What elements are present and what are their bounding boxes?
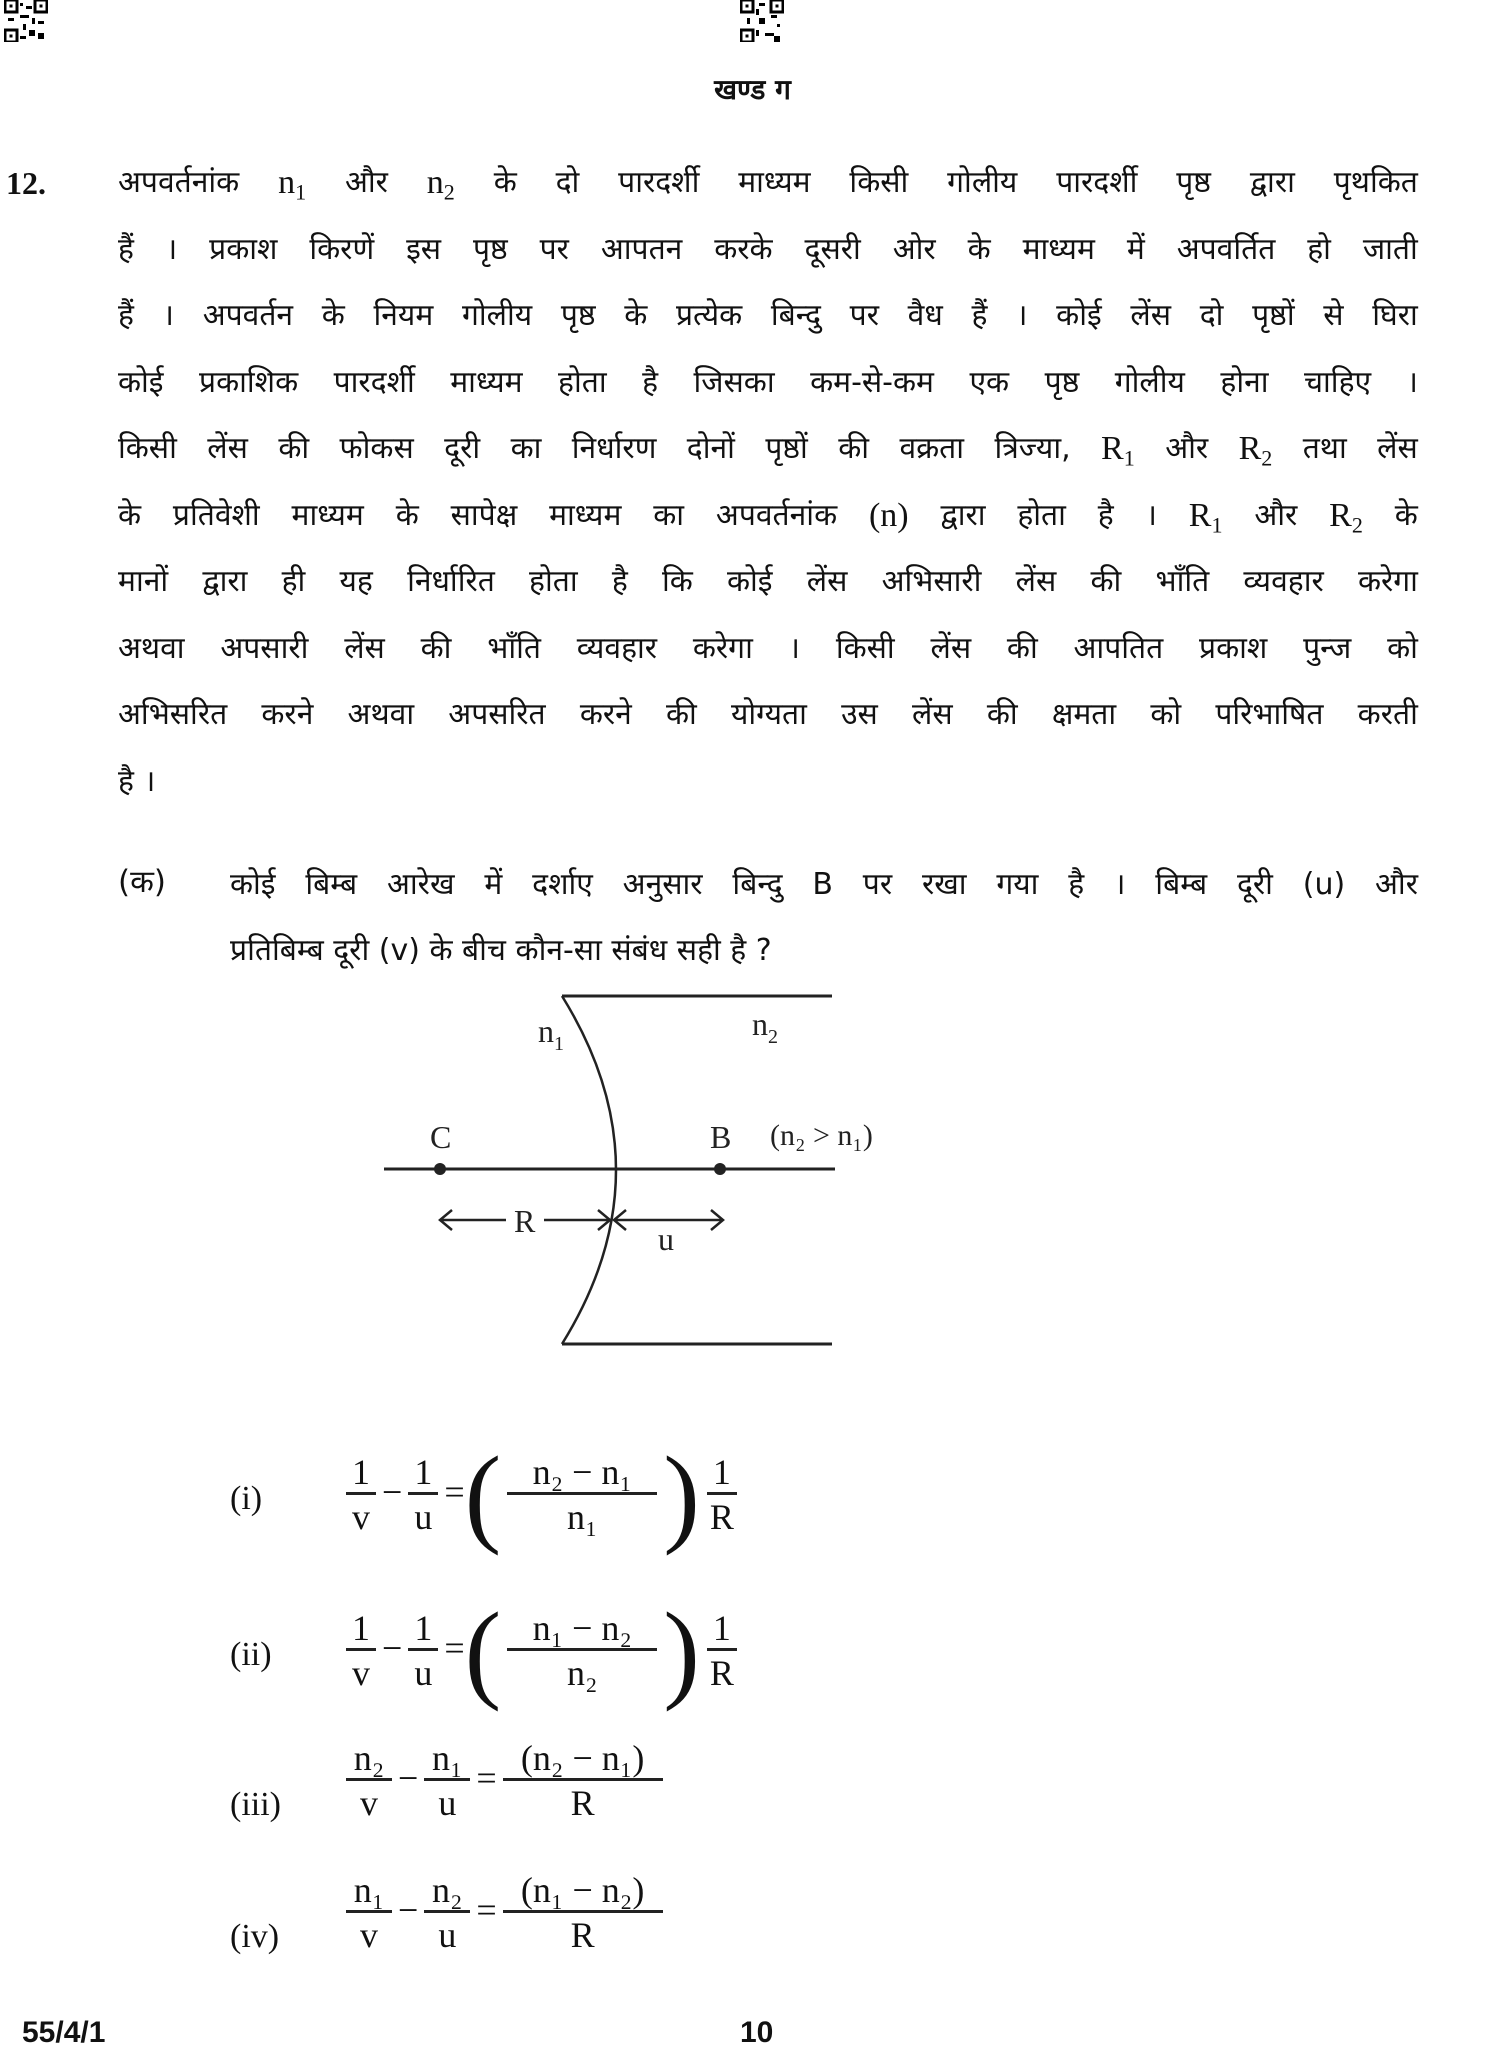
word: अपवर्तनांक (715, 497, 838, 533)
option-label: (iii) (230, 1786, 281, 1823)
word: कि (661, 564, 693, 599)
word: । (1016, 298, 1028, 333)
point-b-dot (714, 1163, 726, 1175)
word: लेंस (912, 697, 953, 732)
label-r: R (514, 1203, 536, 1239)
word: के (493, 165, 517, 200)
word: द्वारा (940, 497, 986, 533)
word: $n_1$ (278, 164, 307, 205)
word: पृष्ठों (765, 431, 808, 466)
word: की (986, 697, 1018, 732)
word: ही (281, 564, 306, 599)
word: निर्धारित (407, 564, 495, 599)
option-label: (ii) (230, 1636, 272, 1673)
word: तथा (1302, 431, 1347, 466)
word: पृष्ठ (560, 298, 596, 333)
word: हैं (118, 231, 134, 267)
word: अभिसरित (118, 697, 228, 732)
word: । (143, 763, 156, 799)
refraction-diagram (370, 980, 1150, 1360)
word: माध्यम (1022, 231, 1095, 267)
word: इस (406, 231, 442, 267)
paragraph-line (118, 757, 1418, 824)
word: के (1394, 497, 1418, 533)
word: पर (539, 231, 569, 267)
word: प्रकाशिक (199, 364, 299, 400)
word: निर्धारण (571, 431, 657, 466)
word: लेंस (1130, 298, 1172, 333)
word: के (395, 497, 419, 533)
part-label: (क) (118, 864, 166, 900)
word: दूसरी (804, 231, 861, 267)
word: द्वारा (1249, 165, 1295, 200)
word: यह (339, 564, 373, 599)
word: माध्यम (291, 497, 364, 533)
word: लेंस (930, 630, 972, 666)
word: । (162, 298, 174, 333)
word: $R_1$ (1101, 430, 1135, 471)
word: गोलीय (947, 165, 1018, 200)
word: $R_2$ (1329, 496, 1363, 538)
word: जिसका (693, 364, 775, 400)
word: किसी (849, 165, 909, 200)
word: व्यवहार (576, 630, 658, 666)
word: । (1406, 364, 1418, 400)
word: का (510, 431, 542, 466)
word: होता (1017, 497, 1066, 533)
paragraph-line (118, 690, 1418, 757)
option-equation: $\frac{\text{n₁}}{v}$ − $\frac{\text{n₂}}{u}$ = $\frac{\text{(n₁ − n₂)}}{R}$ (340, 1870, 669, 1957)
word: में (1126, 231, 1145, 267)
part-question (230, 860, 1418, 976)
word: लेंस (806, 564, 848, 599)
word: की (838, 431, 870, 466)
svg-text:n2: $n_2$ (752, 1006, 778, 1048)
paragraph-line (118, 424, 1418, 491)
word: जाती (1362, 231, 1418, 267)
word: त्रिज्या, (994, 431, 1071, 466)
word: ओर (892, 231, 936, 267)
option-label: (i) (230, 1480, 263, 1517)
word: दो (555, 165, 580, 200)
word: है (642, 364, 659, 400)
word: है (1097, 497, 1114, 533)
paragraph-line (118, 291, 1418, 358)
word: लेंस (344, 630, 385, 666)
option-equation: $\frac{1}{v}$ − $\frac{1}{u}$ =( $\frac{\text{n₂ − n₁}}{\text{n₁}}$ ) $\frac{1}{R}$ (340, 1432, 744, 1559)
word: की (1090, 564, 1122, 599)
word: पर (849, 298, 879, 333)
word: लेंस (1015, 564, 1057, 599)
word: माध्यम (738, 165, 811, 200)
word: परिभाषित (1215, 697, 1324, 732)
word: दूरी (444, 431, 481, 466)
word: लेंस (207, 431, 248, 466)
word: करेगा (1357, 564, 1418, 599)
label-c: C (430, 1119, 452, 1155)
word: पुन्ज (1303, 630, 1352, 666)
word: $R_2$ (1238, 430, 1273, 471)
page-number: 10 (740, 2016, 774, 2049)
word: अपवर्तन (202, 298, 294, 333)
question-paragraph (118, 158, 1418, 823)
word: (n) (868, 496, 909, 534)
word: वैध (907, 298, 943, 333)
word: की (1006, 630, 1038, 666)
word: करेगा (692, 630, 753, 666)
word: कोई (118, 364, 164, 400)
label-b: B (710, 1119, 732, 1155)
word: अपवर्तनांक (118, 165, 240, 200)
question-number: 12. (6, 165, 46, 201)
word: को (1150, 697, 1182, 732)
paper-code: 55/4/1 (22, 2016, 106, 2049)
word: अभिसारी (881, 564, 982, 599)
point-c-dot (434, 1163, 446, 1175)
word: अथवा (118, 630, 185, 666)
paragraph-line (118, 358, 1418, 425)
word: व्यवहार (1243, 564, 1324, 599)
word: कम-से-कम (810, 364, 934, 400)
word: द्वारा (202, 564, 248, 599)
word: पृष्ठ (1176, 165, 1211, 200)
word: प्रकाश (1199, 630, 1268, 666)
word: भाँति (487, 630, 541, 666)
word: । (1145, 497, 1157, 533)
word: किसी (118, 431, 177, 466)
word: की (666, 697, 697, 732)
word: दो (1199, 298, 1224, 333)
word: $R_1$ (1188, 496, 1223, 538)
word: होना (1220, 364, 1269, 400)
word: पारदर्शी (618, 165, 700, 200)
part-question-line-1: कोई बिम्ब आरेख में दर्शाए अनुसार बिन्दु B पर रखा गया है । बिम्ब दूरी (u) और (230, 867, 1418, 902)
word: योग्यता (731, 697, 807, 732)
word: वक्रता (899, 431, 965, 466)
word: किरणें (309, 231, 375, 267)
word: उस (841, 697, 878, 732)
word: होता (558, 364, 607, 400)
word: और (1165, 431, 1209, 466)
word: हो (1307, 231, 1331, 267)
qr-code-icon (740, 0, 784, 42)
section-title: खण्ड ग (714, 73, 791, 106)
word: करने (579, 697, 632, 732)
word: प्रत्येक (675, 298, 743, 333)
word: करने (261, 697, 314, 732)
word: हैं (971, 298, 988, 333)
word: अथवा (347, 697, 415, 732)
word: एक (969, 364, 1010, 400)
word: । (165, 231, 178, 267)
word: के (321, 298, 345, 333)
word: चाहिए (1303, 364, 1372, 400)
paragraph-line (118, 158, 1418, 225)
word: पारदर्शी (1056, 165, 1138, 200)
word: के (624, 298, 648, 333)
word: हैं (118, 298, 134, 333)
word: कोई (1056, 298, 1102, 333)
word: अपवर्तित (1176, 231, 1276, 267)
word: सापेक्ष (450, 497, 518, 533)
word: के (118, 497, 142, 533)
label-condition: (n₂ > n₁) (770, 1119, 873, 1152)
word: है (118, 763, 134, 799)
paragraph-line (118, 491, 1418, 558)
word: का (653, 497, 685, 533)
word: दोनों (686, 431, 735, 466)
word: है (611, 564, 628, 599)
word: होता (529, 564, 578, 599)
word: पृष्ठ (473, 231, 508, 267)
paragraph-line (118, 624, 1418, 691)
word: से (1323, 298, 1344, 333)
word: और (1254, 497, 1298, 533)
option-equation: $\frac{1}{v}$ − $\frac{1}{u}$ =( $\frac{\text{n₁ − n₂}}{\text{n₂}}$ ) $\frac{1}{R}$ (340, 1588, 744, 1715)
word: करके (714, 231, 773, 267)
option-label: (iv) (230, 1918, 280, 1955)
word: मानों (118, 564, 169, 599)
word: $n_2$ (426, 164, 455, 205)
word: अपसारी (220, 630, 309, 666)
word: भाँति (1155, 564, 1210, 599)
word: । (788, 630, 801, 666)
word: और (344, 165, 388, 200)
word: आपतित (1073, 630, 1164, 666)
word: की (420, 630, 452, 666)
label-u: u (658, 1221, 674, 1257)
word: घिरा (1372, 298, 1418, 333)
word: पृष्ठों (1252, 298, 1295, 333)
word: गोलीय (1114, 364, 1185, 400)
svg-text:n1: $n_1$ (538, 1013, 564, 1055)
word: आपतन (600, 231, 683, 267)
word: बिन्दु (770, 298, 821, 333)
word: गोलीय (461, 298, 533, 333)
word: पृष्ठ (1044, 364, 1080, 400)
word: प्रतिवेशी (172, 497, 260, 533)
word: क्षमता (1051, 697, 1117, 732)
part-question-line-2: प्रतिबिम्ब दूरी (v) के बीच कौन-सा संबंध सही है ? (230, 933, 772, 968)
word: प्रकाश (209, 231, 278, 267)
paragraph-line (118, 225, 1418, 292)
word: के (967, 231, 991, 267)
word: करती (1357, 697, 1418, 732)
word: को (1387, 630, 1418, 666)
paragraph-line (118, 557, 1418, 624)
qr-code-icon (4, 0, 48, 42)
word: कोई (726, 564, 773, 599)
word: पारदर्शी (333, 364, 415, 400)
word: नियम (373, 298, 434, 333)
word: पृथकित (1333, 165, 1418, 200)
word: माध्यम (549, 497, 622, 533)
word: माध्यम (450, 364, 523, 400)
word: अपसरित (448, 697, 546, 732)
word: की (278, 431, 310, 466)
word: लेंस (1377, 431, 1418, 466)
word: फोकस (339, 431, 414, 466)
word: किसी (835, 630, 895, 666)
option-equation: $\frac{\text{n₂}}{v}$ − $\frac{\text{n₁}}{u}$ = $\frac{\text{(n₂ − n₁)}}{R}$ (340, 1738, 669, 1825)
